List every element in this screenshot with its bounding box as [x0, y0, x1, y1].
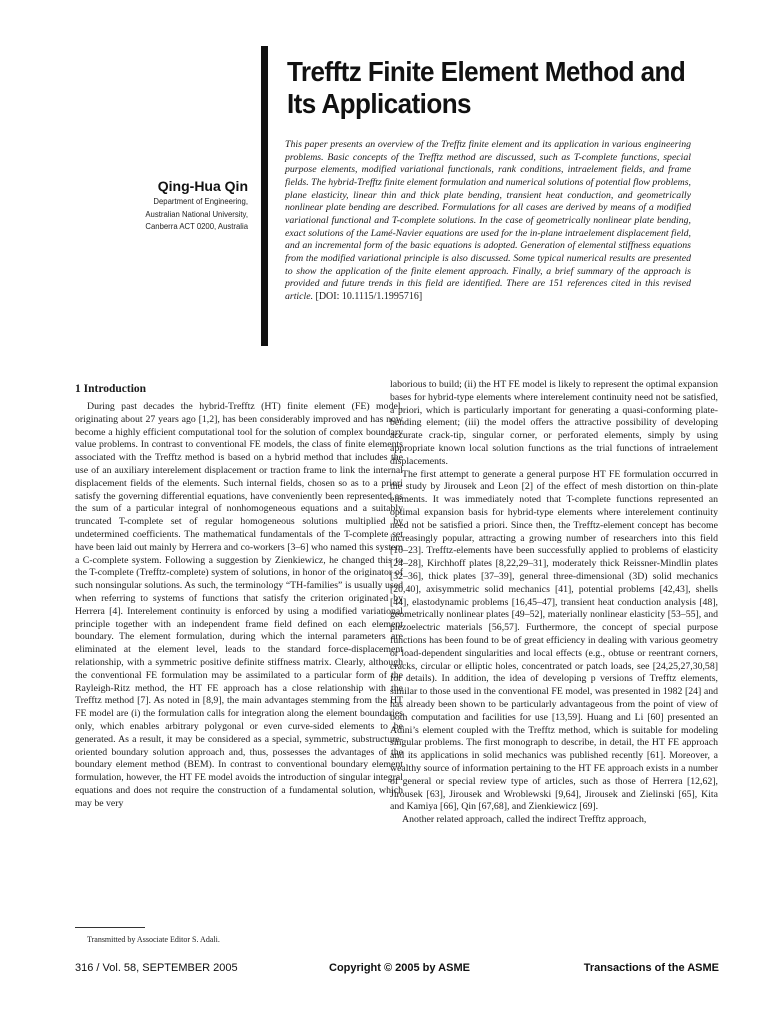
article-title: Trefftz Finite Element Method and Its Applications [287, 56, 686, 119]
body-paragraph: During past decades the hybrid-Trefftz (HT) finite element (FE) model, originating about 27 years ago [1,2], has been considerably improved and has now become a highly efficient computational tool for the solution of complex boundary value problems. In contrast to conventional FE models, the class of finite elements associated with the Trefftz method is based on a hybrid method that includes the use of an auxiliary interelement displacement or traction frame to link the internal displacement fields of the elements. Such internal fields, chosen so as to a priori satisfy the governing differential equations, have conveniently been represented as the sum of a particular integral of nonhomogeneous equations and a suitably truncated T-complete set of regular homogeneous solutions multiplied by undetermined coefficients. The mathematical fundamentals of the T-complete set have been laid out mainly by Herrera and co-workers [3–6] who named this system a C-complete system. Following a suggestion by Zienkiewicz, he changed this to the T-complete (Trefftz-complete) system of solutions, in honor of the originator of such nonsingular solutions. As such, the terminology “TH-families” is usually used when referring to systems of functions that satisfy the criterion originated by Herrera [4]. Interelement continuity is enforced by using a modified variational principle together with an independent frame field defined on each element boundary. The element formulation, during which the internal parameters are eliminated at the element level, leads to the standard force-displacement relationship, with a symmetric positive definite stiffness matrix. Clearly, although the conventional FE formulation may be assimilated to a particular form of the Rayleigh-Ritz method, the HT FE approach has a close relationship with the Trefftz method [7]. As noted in [8,9], the main advantages stemming from the HT FE model are (i) the formulation calls for integration along the element boundaries only, which enables arbitrary polygonal or even curve-sided elements to be generated. As a result, it may be considered as a special, symmetric, substructure-oriented boundary solution approach and, thus, possesses the advantages of the boundary element method (BEM). In contrast to conventional boundary element formulation, however, the HT FE model avoids the introduction of singular integral equations and does not require the construction of a fundamental solution, which may be very [75, 401, 403, 809]
page-footer [75, 962, 719, 978]
footer-page-info: 316 / Vol. 58, SEPTEMBER 2005 [75, 962, 238, 974]
section-heading: 1 Introduction [75, 383, 147, 395]
footer-copyright: Copyright © 2005 by ASME [329, 962, 470, 974]
abstract [285, 139, 691, 304]
title-accent-bar [261, 46, 268, 346]
body-column-right [390, 379, 718, 827]
author-affiliation-line-2: Australian National University, [145, 208, 248, 219]
footnote-divider [75, 927, 145, 928]
author-affiliation-line-1: Department of Engineering, [153, 196, 248, 206]
body-paragraph: The first attempt to generate a general purpose HT FE formulation occurred in the study by Jirousek and Leon [2] of the effect of mesh distortion on thin-plate elements. It was immediately noted that T-complete functions represented an optimal expansion basis for hybrid-type elements where interelement continuity need not be satisfied a priori. Since then, the Trefftz-element concept has become increasingly popular, attracting a growing number of researchers into this field [10–23]. Trefftz-elements have been successfully applied to problems of elasticity [24–28], Kirchhoff plates [8,22,29–31], moderately thick Reissner-Mindlin plates [32–36], thick plates [37–39], general three-dimensional (3D) solid mechanics [20,40], axisymmetric solid mechanics [41], potential problems [42,43], shells [44], elastodynamic problems [16,45–47], transient heat conduction analysis [48], geometrically nonlinear plates [49–52], materially nonlinear elasticity [53–55], and piezoelectric materials [56,57]. Furthermore, the concept of special purpose functions has been found to be of great efficiency in dealing with various geometry or load-dependent singularities and local effects (e.g., obtuse or reentrant corners, cracks, circular or elliptic holes, concentrated or patch loads, see [24,25,27,30,58] for details). In addition, the idea of developing p versions of Trefftz elements, similar to those used in the conventional FE model, was presented in 1982 [24] and has already been shown to be particularly advantageous from the point of view of both computation and facilities for use [13,59]. Huang and Li [60] presented an Adini’s element coupled with the Trefftz method, which is suitable for modeling singular problems. The first monograph to describe, in detail, the HT FE approach and its applications in solid mechanics was published recently [61]. Moreover, a wealthy source of information pertaining to the HT FE approach exists in a number of general or special review type of articles, such as those of Herrera [12,62], Jirousek [63], Jirousek and Wroblewski [9,64], Jirousek and Zielinski [65], Kita and Kamiya [66], Qin [67,68], and Zienkiewicz [69]. [390, 468, 718, 813]
abstract-text: This paper presents an overview of the Trefftz finite element and its application in various engineering problems. Basic concepts of the Trefftz method are discussed, such as T-complete functions, special purpose elements, modified variational functionals, rank conditions, intraelement fields, and frame fields. The hybrid-Trefftz finite element formulation and numerical solutions of potential flow problems, plane elasticity, linear thin and thick plate bending, transient heat conduction, and geometrically nonlinear plate bending are described. Formulations for all cases are derived by means of a modified variational functional and T-complete solutions. In the case of geometrically nonlinear plate bending, exact solutions of the Lamé-Navier equations are used for the in-plane intraelement displacement field, and an incremental form of the basic equations is adopted. Generation of elemental stiffness equations from the modified variational principle is also discussed. Some typical numerical results are presented to show the application of the finite element approach. Finally, a brief summary of the approach is provided and future trends in this field are identified. There are 151 references cited in this revised article. [285, 139, 691, 302]
footer-journal: Transactions of the ASME [583, 962, 719, 974]
body-column-left [75, 379, 403, 811]
footnote: Transmitted by Associate Editor S. Adali. [87, 935, 220, 944]
doi-link[interactable]: [DOI: 10.1115/1.1995716] [315, 290, 423, 302]
author-name: Qing-Hua Qin [157, 178, 248, 194]
body-paragraph: laborious to build; (ii) the HT FE model is likely to represent the optimal expansion bases for hybrid-type elements where interelement continuity need not be satisfied, a priori, which is particularly important for generating a quasi-conforming plate-bending element; (iii) the model offers the attractive possibility of developing accurate crack-tip, singular corner, or perforated elements, simply by using appropriate known local solution functions as the trial functions of intraelement displacements. [390, 379, 718, 467]
author-affiliation-line-3: Canberra ACT 0200, Australia [145, 221, 248, 232]
author-block [100, 177, 248, 233]
body-paragraph: Another related approach, called the indirect Trefftz approach, [402, 814, 647, 826]
